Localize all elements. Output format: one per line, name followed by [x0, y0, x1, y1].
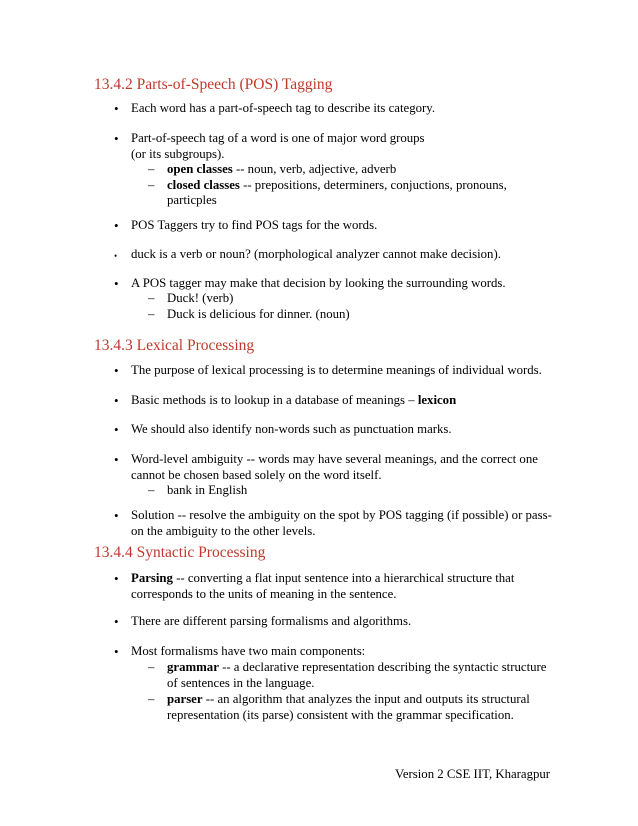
section-heading-pos-tagging: 13.4.2 Parts-of-Speech (POS) Tagging — [94, 76, 333, 93]
bullet-icon: • — [114, 218, 119, 233]
bullet-icon: • — [114, 101, 119, 116]
bullet-icon: • — [114, 571, 119, 586]
section-heading-lexical-processing: 13.4.3 Lexical Processing — [94, 337, 255, 354]
document-page: 13.4.2 Parts-of-Speech (POS) Tagging • Each word has a part-of-speech tag to describe its category. • Part-of-speech tag of a word is one of major word groups (or its subgroups). – open classes -- noun, verb, adjective, adverb – closed classes -- prepositions, determiners, conjuctions, pronouns, particples • POS Taggers try to find POS tags for the words. • duck is a verb or noun? (morphological analyzer cannot make decision). • A POS tagger may make that decision by looking the surrounding words. – Duck! (verb) – Duck is delicious for dinner. (noun) 13.4.3 Lexical Processing • The purpose of lexical processing is to determine meanings of individual words. • Basic methods is to lookup in a database of meanings – lexicon • We should also identify non-words such as punctuation marks. • Word-level ambiguity -- words may have several meanings, and the correct one cannot be chosen based solely on the word itself. – bank in English • Solution -- resolve the ambiguity on the spot by POS tagging (if possible) or pass- on the ambiguity to the other levels. 13.4.4 Syntactic Processing • Parsing -- converting a flat input sentence into a hierarchical structure that corresponds to the units of meaning in the sentence. • There are different parsing formalisms and algorithms. • Most formalisms have two main components: – grammar -- a declarative representation describing the syntactic structure of sentences in the language. – parser -- an algorithm that analyzes the input and outputs its structural representation (its parse) consistent with the grammar specification. Version 2 CSE IIT, Kharagpur — [94, 76, 552, 781]
dash-icon: – — [148, 178, 155, 192]
bullet-icon: • — [114, 131, 119, 146]
page-footer: Version 2 CSE IIT, Kharagpur — [395, 767, 551, 781]
bullet-icon: • — [114, 508, 119, 523]
dash-icon: – — [148, 162, 155, 176]
dash-icon: – — [148, 692, 155, 706]
bullet-icon: • — [114, 614, 119, 629]
bullet-icon: • — [114, 251, 118, 261]
bullet-icon: • — [114, 422, 119, 437]
dash-icon: – — [148, 307, 155, 321]
bullet-icon: • — [114, 393, 119, 408]
bullet-icon: • — [114, 276, 119, 291]
bullet-icon: • — [114, 644, 119, 659]
dash-icon: – — [148, 291, 155, 305]
section-heading-syntactic-processing: 13.4.4 Syntactic Processing — [94, 544, 266, 561]
bullet-icon: • — [114, 452, 119, 467]
bullet-icon: • — [114, 363, 119, 378]
dash-icon: – — [148, 483, 155, 497]
dash-icon: – — [148, 660, 155, 674]
